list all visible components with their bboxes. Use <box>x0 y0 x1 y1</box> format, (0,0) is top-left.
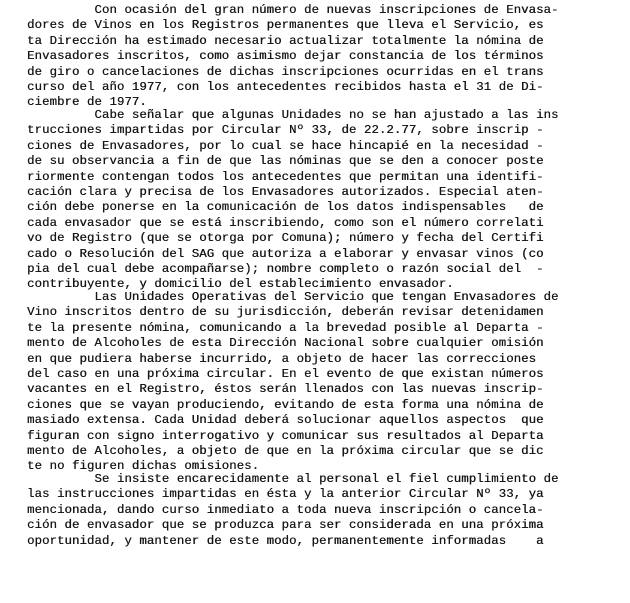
text-line: Envasadores inscritos, como asimismo dejar constancia de los términos <box>27 49 544 64</box>
text-line: ciones que se vayan produciendo, evitando de esta forma una nómina de <box>27 397 544 412</box>
text-line: te la presente nómina, comunicando a la brevedad posible al Departa - <box>27 320 544 335</box>
text-line: Vino inscritos dentro de su jurisdicción, deberán revisar detenidamen <box>27 305 544 320</box>
text-line: cación clara y precisa de los Envasadores autorizados. Especial aten- <box>27 184 544 199</box>
text-line: vacantes en el Registro, éstos serán llenados con las nuevas inscrip- <box>27 382 544 397</box>
text-line: del caso en una próxima circular. En el evento de que existan números <box>27 366 544 381</box>
text-line: Con ocasión del gran número de nuevas inscripciones de Envasa- <box>27 3 559 17</box>
text-line: mencionada, dando curso inmediato a toda nueva inscripción o cancela- <box>27 502 544 517</box>
text-line: masiado extensa. Cada Unidad deberá solucionar aquellos aspectos que <box>27 413 544 428</box>
text-line: ción debe ponerse en la comunicación de los datos indispensables de <box>27 200 544 215</box>
paragraph-3 <box>27 290 558 475</box>
text-line: las instrucciones impartidas en ésta y la anterior Circular Nº 33, ya <box>27 487 544 502</box>
text-line: contribuyente, y domicilio del establecimiento envasador. <box>27 277 454 292</box>
text-line: de su observancia a fin de que las nóminas que se den a conocer poste <box>27 154 544 169</box>
text-line: Las Unidades Operativas del Servicio que tengan Envasadores de <box>27 290 559 304</box>
paragraph-4 <box>27 472 558 549</box>
text-line: ciones de Envasadores, por lo cual se hace hincapié en la necesidad - <box>27 138 544 153</box>
text-line: cada envasador que se está inscribiendo, como son el número correlati <box>27 215 544 230</box>
text-line: trucciones impartidas por Circular Nº 33, de 22.2.77, sobre inscrip - <box>27 123 544 138</box>
text-line: ción de envasador que se produzca para ser considerada en una próxima <box>27 518 544 533</box>
text-line: en que pudiera haberse incurrido, a objeto de hacer las correcciones <box>27 351 537 366</box>
text-line: mento de Alcoholes de esta Dirección Nacional sobre cualquier omisión <box>27 336 544 351</box>
text-line: figuran con signo interrogativo y comunicar sus resultados al Departa <box>27 428 544 443</box>
text-line: oportunidad, y mantener de este modo, permanentemente informadas a <box>27 533 544 548</box>
text-line: ciembre de 1977. <box>27 95 147 110</box>
text-line: mento de Alcoholes, a objeto de que en la próxima circular que se dic <box>27 443 544 458</box>
text-line: Cabe señalar que algunas Unidades no se han ajustado a las ins <box>27 108 559 122</box>
text-line: ta Dirección ha estimado necesario actualizar totalmente la nómina de <box>27 33 544 48</box>
text-line: de giro o cancelaciones de dichas inscripciones ocurridas en el trans <box>27 64 544 79</box>
text-line: te no figuren dichas omisiones. <box>27 459 260 474</box>
text-line: Se insiste encarecidamente al personal el fiel cumplimiento de <box>27 472 559 486</box>
paragraph-2 <box>27 108 558 293</box>
text-line: cado o Resolución del SAG que autoriza a elaborar y envasar vinos (co <box>27 246 544 261</box>
paragraph-1 <box>27 3 558 111</box>
text-line: dores de Vinos en los Registros permanentes que lleva el Servicio, es <box>27 18 544 33</box>
text-line: vo de Registro (que se otorga por Comuna); número y fecha del Certifi <box>27 231 544 246</box>
text-line: pia del cual debe acompañarse); nombre completo o razón social del - <box>27 261 544 276</box>
text-line: curso del año 1977, con los antecedentes recibidos hasta el 31 de Di- <box>27 79 544 94</box>
text-line: riormente contengan todos los antecedentes que permitan una identifi- <box>27 169 544 184</box>
